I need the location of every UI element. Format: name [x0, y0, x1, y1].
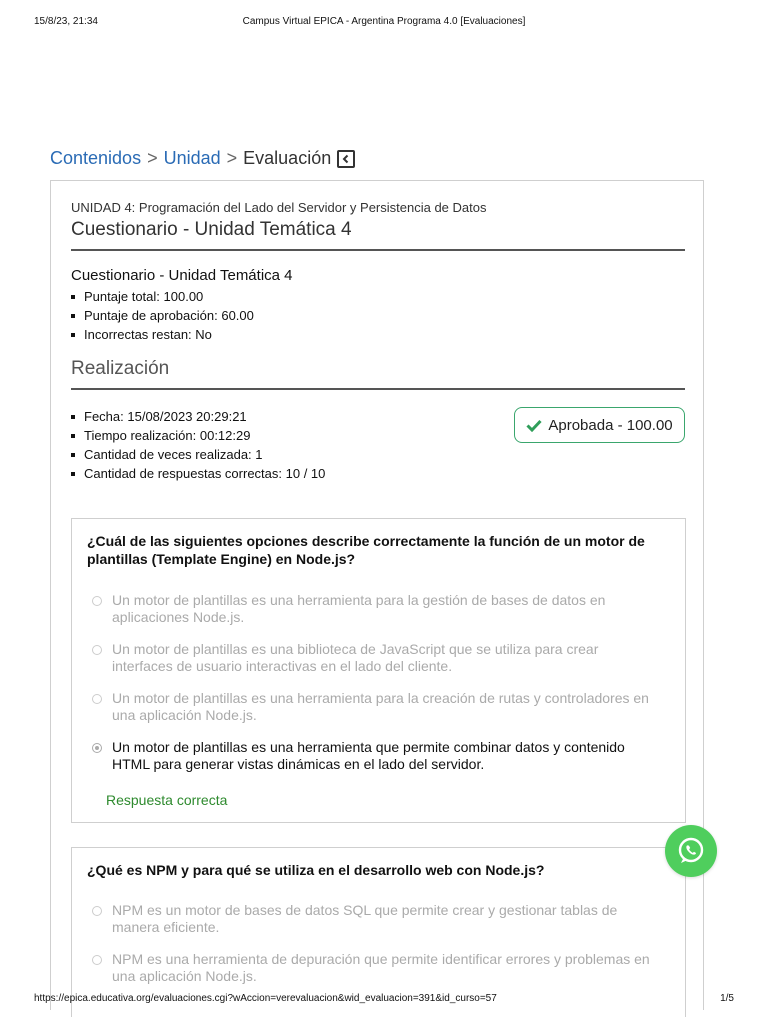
info-value: 15/08/2023 20:29:21: [127, 409, 247, 424]
info-value: 1: [255, 447, 263, 462]
breadcrumb-separator: >: [147, 148, 158, 168]
answer-option: [92, 641, 662, 675]
info-label: Fecha:: [84, 409, 124, 424]
checkmark-icon: [526, 419, 542, 432]
list-item: [71, 407, 325, 426]
option-text: Un motor de plantillas es una herramienta para la creación de rutas y controladores en una aplicación Node.js.: [112, 690, 649, 723]
collapse-left-icon[interactable]: [337, 150, 355, 168]
question-card: [71, 847, 686, 1017]
radio-button: [92, 955, 102, 965]
radio-button: [92, 906, 102, 916]
option-text: Un motor de plantillas es una herramienta que permite combinar datos y contenido HTML para generar vistas dinámicas en el lado del servidor.: [112, 739, 625, 772]
print-header: [0, 16, 768, 30]
option-text: NPM es un motor de bases de datos SQL que permite crear y gestionar tablas de manera eficiente.: [112, 902, 618, 935]
answer-result: Respuesta correcta: [106, 792, 228, 808]
breadcrumb-contenidos-link[interactable]: Contenidos: [50, 148, 142, 168]
info-label: Cantidad de veces realizada:: [84, 447, 252, 462]
print-datetime: 15/8/23, 21:34: [34, 16, 98, 27]
answer-option-selected: [92, 739, 662, 773]
title-divider: [71, 249, 685, 251]
info-value: 10 / 10: [285, 466, 326, 481]
print-document-title: Campus Virtual EPICA - Argentina Programa 4.0 [Evaluaciones]: [242, 16, 526, 27]
radio-button-checked: [92, 743, 102, 753]
evaluation-panel: [50, 180, 704, 1010]
page-title: Cuestionario - Unidad Temática 4: [71, 219, 352, 240]
question-text: ¿Cuál de las siguientes opciones describe correctamente la función de un motor de plantillas (Template Engine) en Node.js?: [87, 533, 645, 567]
list-item: [71, 426, 325, 445]
print-url: https://epica.educativa.org/evaluaciones.cgi?wAccion=verevaluacion&wid_evaluacion=391&id_curso=57: [34, 993, 497, 1004]
list-item: [71, 325, 254, 344]
status-badge: [514, 407, 685, 443]
list-item: [71, 287, 254, 306]
page-number: 1/5: [720, 993, 734, 1004]
info-value: 00:12:29: [199, 428, 251, 443]
quiz-info-title: Cuestionario - Unidad Temática 4: [71, 267, 293, 284]
list-item: [71, 464, 325, 483]
answer-option: [92, 902, 662, 936]
answer-option: [92, 951, 662, 985]
info-label: Tiempo realización:: [84, 428, 197, 443]
question-text: ¿Qué es NPM y para qué se utiliza en el desarrollo web con Node.js?: [87, 862, 545, 878]
option-text: NPM es una herramienta de depuración que permite identificar errores y problemas en una aplicación Node.js.: [112, 951, 650, 984]
whatsapp-button[interactable]: [665, 825, 717, 877]
option-text: Un motor de plantillas es una herramienta para la gestión de bases de datos en aplicaciones Node.js.: [112, 592, 606, 625]
info-label: Puntaje total:: [84, 289, 160, 304]
radio-button: [92, 645, 102, 655]
print-footer: [0, 993, 768, 1007]
info-value: 100.00: [163, 289, 204, 304]
section-divider: [71, 388, 685, 390]
info-label: Incorrectas restan:: [84, 327, 192, 342]
list-item: [71, 445, 325, 464]
answer-option: [92, 690, 662, 724]
status-text: Aprobada - 100.00: [548, 416, 673, 434]
quiz-info-list: [71, 287, 254, 344]
unit-label: UNIDAD 4: Programación del Lado del Servidor y Persistencia de Datos: [71, 200, 487, 215]
list-item: [71, 306, 254, 325]
breadcrumb: [50, 148, 355, 169]
attempt-info-list: [71, 407, 325, 483]
info-value: No: [195, 327, 212, 342]
info-label: Puntaje de aprobación:: [84, 308, 218, 323]
question-card: [71, 518, 686, 823]
breadcrumb-separator: >: [226, 148, 238, 168]
option-text: Un motor de plantillas es una biblioteca de JavaScript que se utiliza para crear interfaces de usuario interactivas en el lado del cliente.: [112, 641, 599, 674]
radio-button: [92, 694, 102, 704]
answer-option: [92, 592, 662, 626]
whatsapp-icon: [675, 835, 707, 867]
info-label: Cantidad de respuestas correctas:: [84, 466, 282, 481]
breadcrumb-current: Evaluación: [243, 148, 332, 168]
section-title-realizacion: Realización: [71, 358, 170, 379]
radio-button: [92, 596, 102, 606]
info-value: 60.00: [221, 308, 254, 323]
breadcrumb-unidad-link[interactable]: Unidad: [163, 148, 221, 168]
